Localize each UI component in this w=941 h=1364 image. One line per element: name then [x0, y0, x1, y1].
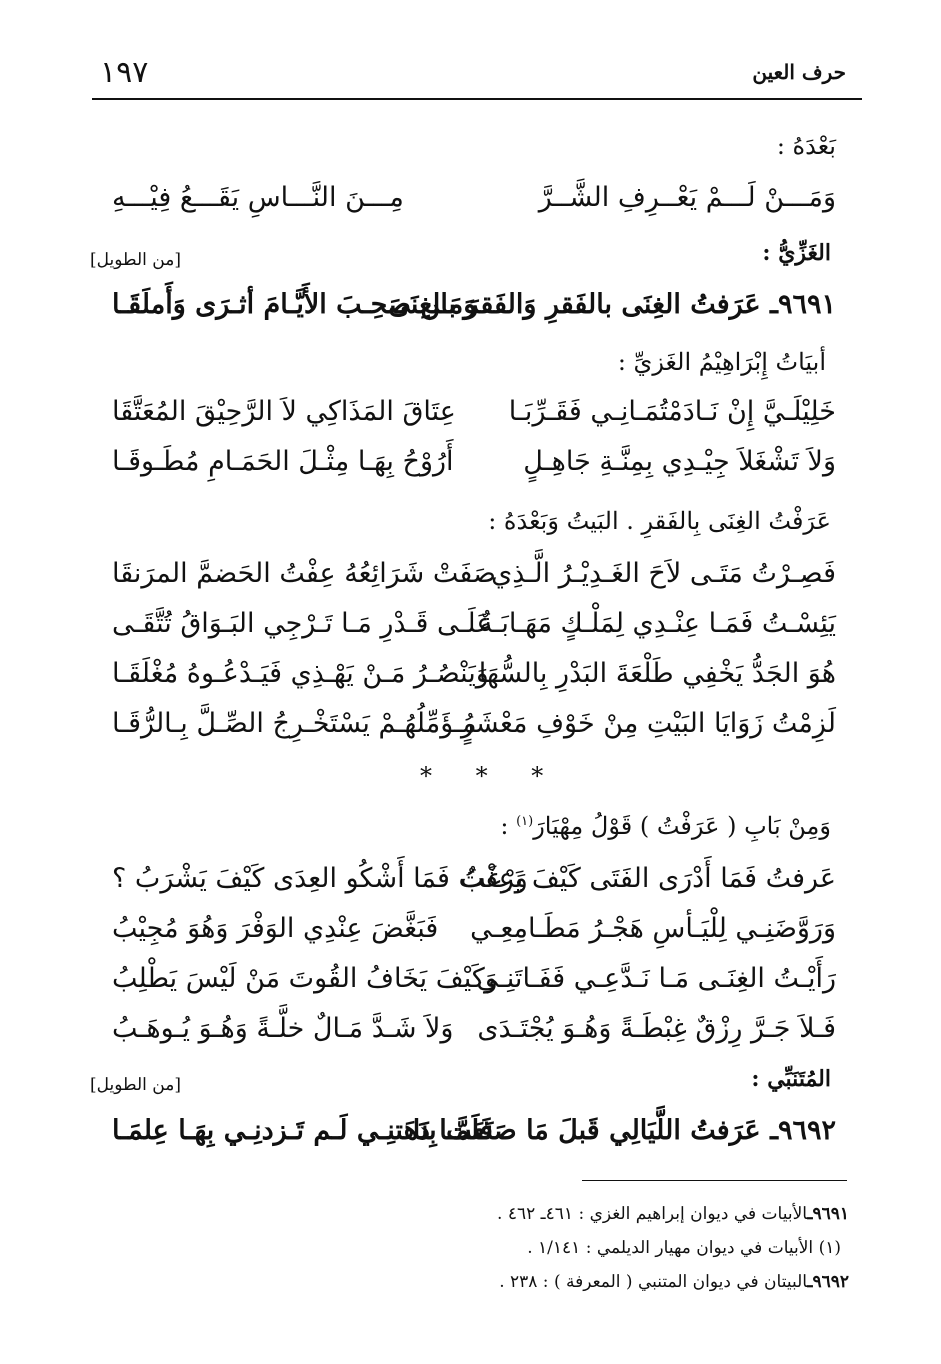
verse-right-hemistich: هُوَ الجَدُّ يَخْفِي طَلْعَةَ البَدْرِ بِالسُّهَا [478, 658, 836, 689]
intro-line [500, 812, 831, 840]
footnote-rule [582, 1180, 847, 1181]
meter-label: [من الطويل] [90, 1075, 181, 1095]
header-rule [92, 98, 862, 100]
verse-right-hemistich: فَـلاَ جَـرَّ رِزْقٌ غِبْطَـةً وَهُـوَ يُجْتَـدَى [477, 1013, 836, 1044]
verse-left-hemistich: مِـــنَ النَّـــاسِ يَقَـــعُ فِيْـــهِ [112, 182, 404, 213]
poet-name: الغَزِّيُّ : [762, 240, 831, 266]
verse-right-hemistich: وَلاَ تَشْغَلاَ جِيْـدِي بِمِنَّـةِ جَاهِـلٍ [523, 446, 836, 477]
verse-right-hemistich: وَمَـــنْ لَـــمْ يَعْــرِفِ الشَّــرَّ [538, 182, 836, 213]
footnote-number: (١) [818, 1238, 841, 1258]
verse-right-hemistich: فَصِـرْتُ مَتَـى لاَحَ الغَـدِيْـرُ الَّـذِي [491, 558, 836, 589]
running-title: حرف العين [752, 60, 846, 84]
intro-line: أبيَاتُ إِبْرَاهِيْمُ الغَزيِّ : [617, 348, 826, 376]
footnote [499, 1272, 849, 1292]
page-number: ١٩٧ [100, 55, 149, 90]
footnote [497, 1204, 849, 1224]
footnote-text: الأبيات في ديوان مهيار الديلمي : ١/١٤١ . [527, 1238, 814, 1258]
verse-right-hemistich: وَرَوَّضَنِـي لِلْيَـأسِ هَجْـرُ مَطَـامِعِـي [470, 913, 836, 944]
footnote-number: ٩٦٩٢ـ [807, 1272, 849, 1292]
footnote-number: ٩٦٩١ـ [807, 1204, 849, 1224]
verse-left-hemistich: فَلَمَّـا دَهَتنِـي لَـم تَـزدنِـي بِهَـا عِلمَـا [112, 1115, 493, 1146]
intro-text: وَمِنْ بَابِ ( عَرَفْتُ ) قَوْلُ مِهْيَارَ [533, 812, 831, 840]
verse-left-hemistich: وَكَيْفَ يَخَافُ القُوتَ مَنْ لَيْسَ يَطْلِبُ [112, 963, 498, 994]
footnote-text: البيتان في ديوان المتنبي ( المعرفة ) : ٢٣٨ . [499, 1272, 808, 1292]
verse-left-hemistich: وَيَنْصُـرُ مَـنْ يَهْـذِي فَيَـدْعُـوهُ مُغْلَقَـا [112, 658, 489, 689]
verse-left-hemistich: عِتَاقَ المَذَاكِي لاَ الرَّحِيْقَ المُعَتَّقَا [112, 396, 456, 427]
verse-right-hemistich: عَرفتُ فَمَا أَدْرَى الفَتَى كَيْفَ يَرْغَبُ [460, 863, 836, 894]
footnote-text: الأبيات في ديوان إبراهيم الغزي : ٤٦١ـ ٤٦٢ . [497, 1204, 808, 1224]
footnote-ref: (١) [516, 814, 534, 829]
intro-line: عَرَفْتُ الغِنَى بِالفَقرِ . البَيتُ وَبَعْدَهُ : [488, 507, 831, 535]
footnote [527, 1238, 841, 1258]
verse-left-hemistich: وَمَـن صَحِـبَ الأَيَّـامَ أثـرَى وَأَملَقَـا [112, 289, 477, 320]
verse-left-hemistich: عَلَـى قَـدْرِ مَـا تَـرْجِي البَـوَاقُ تُتَّقَـى [112, 608, 493, 639]
verse-right-hemistich: رَأَيْـتُ الغِنَـى مَـا نَـدَّعِـي فَفَـاتَنِـي [476, 963, 836, 994]
verse-right-hemistich: خَلِيْلَـيَّ إِنْ نَـادَمْتُمَـانِـي فَقَـرِّبَـا [508, 396, 836, 427]
verse-left-hemistich: صَفَتْ شَرَائِعُهُ عِفْتُ الحَضمَّ المرَنقَا [112, 558, 496, 589]
intro-line: بَعْدَهُ : [776, 132, 836, 160]
intro-colon: : [500, 812, 517, 840]
section-separator-stars: * * * [420, 762, 562, 790]
meter-label: [من الطويل] [90, 250, 181, 270]
verse-right-hemistich: لَزِمْتُ زَوَايَا البَيْتِ مِنْ خَوْفِ مَعْشَرٍ [461, 708, 836, 739]
verse-left-hemistich: فَبَغَّضَ عِنْدِي الوَفْرَ وَهُوَ مُجِيْبُ [112, 913, 439, 944]
verse-right-hemistich: يَئِسْـتُ فَمَـا عِنْـدِي لِمَلْـكٍ مَهَـابَـةٌ [478, 608, 836, 639]
verse-left-hemistich: وَعِفْتُ فَمَا أَشْكُو العِدَى كَيْفَ يَشْرَبُ ؟ [112, 863, 528, 894]
poet-name: المُتَنَبِّي : [751, 1066, 831, 1092]
verse-left-hemistich: وَلاَ شَـدَّ مَـالٌ خلَّـةً وَهُـوَ يُـوهَـبُ [112, 1013, 454, 1044]
verse-left-hemistich: أَرُوْحُ بِهَـا مِثْـلَ الحَمَـامِ مُطَـوقَـا [112, 446, 454, 477]
verse-right-hemistich: ٩٦٩٢ـ عَرَفتُ اللَّيَالِي قَبلَ مَا صَنَعَت بِنَا [412, 1115, 836, 1146]
verse-right-hemistich: ٩٦٩١ـ عَرَفتُ الغِنَى بالفَقرِ وَالفَقرَ بالغِنَى [388, 289, 836, 320]
verse-left-hemistich: مُـؤَمِّلُهُـمْ يَسْتَخْـرِجُ الصِّـلَّ بِـالرُّقَـا [112, 708, 477, 739]
